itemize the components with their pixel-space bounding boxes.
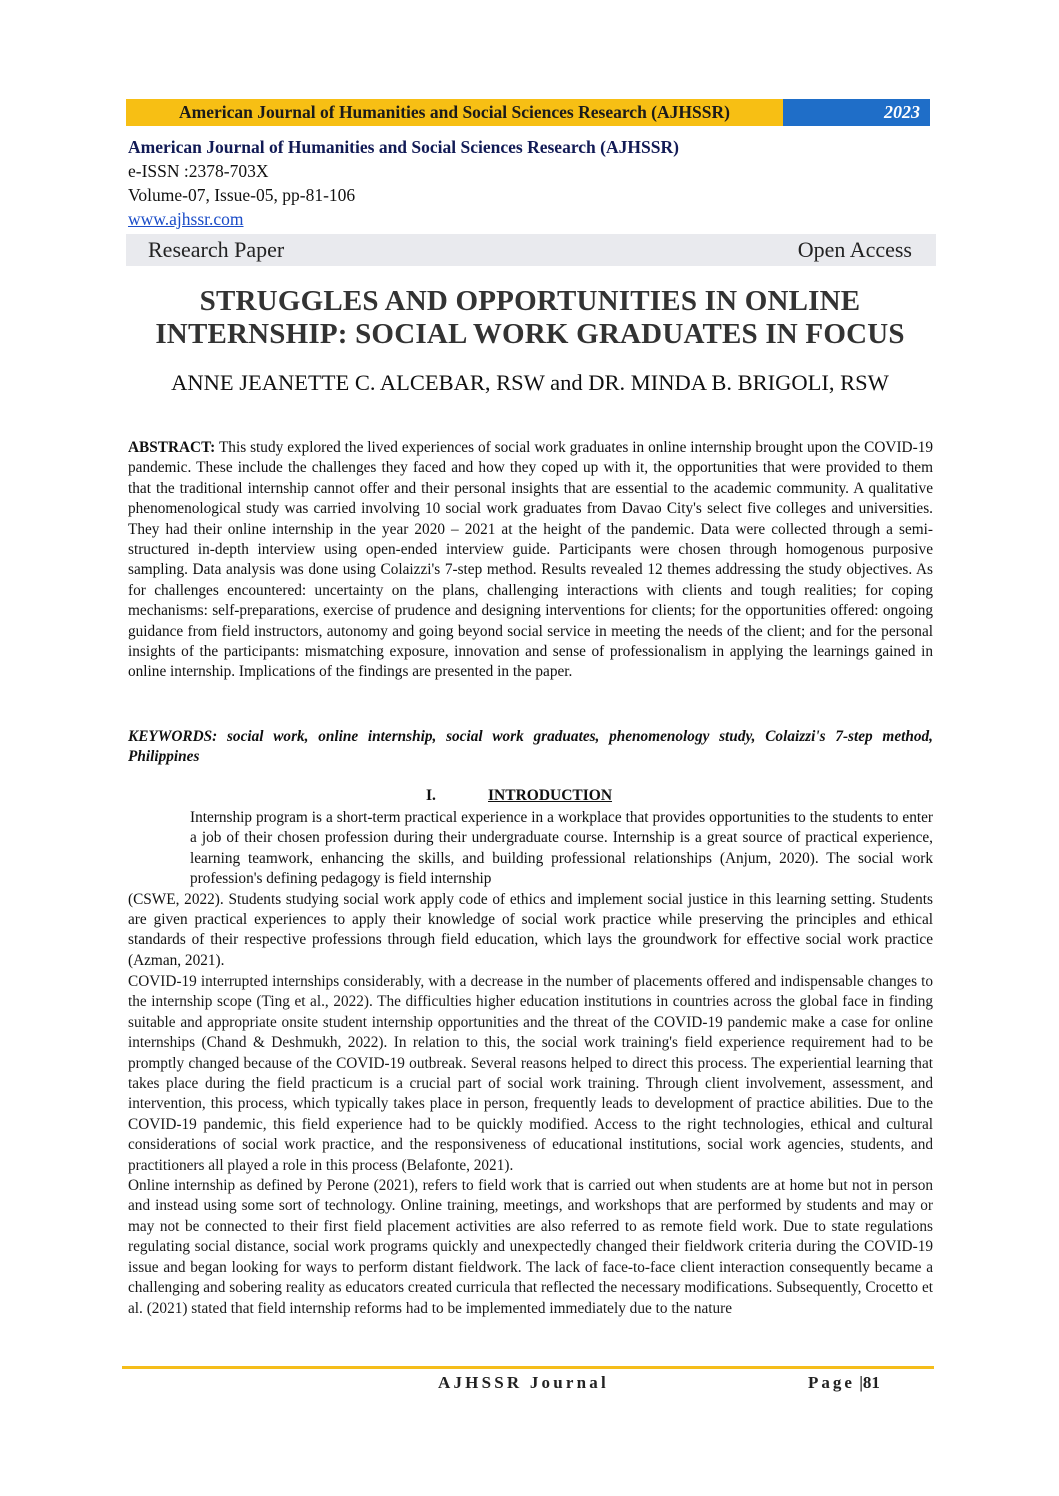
- header-journal-name: American Journal of Humanities and Social Sciences Research (AJHSSR): [126, 99, 783, 126]
- section-title: INTRODUCTION: [488, 787, 613, 804]
- paper-authors: ANNE JEANETTE C. ALCEBAR, RSW and DR. MINDA B. BRIGOLI, RSW: [171, 370, 889, 395]
- footer-page-number: [808, 1373, 880, 1393]
- journal-volume: Volume-07, Issue-05, pp-81-106: [128, 185, 356, 205]
- intro-paragraph-1: [128, 808, 933, 971]
- abstract-label: ABSTRACT:: [128, 439, 216, 456]
- abstract: [128, 438, 933, 683]
- keywords: KEYWORDS: social work, online internship, social work graduates, phenomenology study, Colaizzi's 7-step method, Philippines: [128, 728, 933, 766]
- title-line-1: STRUGGLES AND OPPORTUNITIES IN ONLINE: [199, 285, 861, 317]
- abstract-text: This study explored the lived experiences of social work graduates in online internship brought upon the COVID-19 pandemic. These include the challenges they faced and how they coped up with it, the opportunities that were provided to them that the traditional internship cannot offer and their personal insights that are essential to the academic community. A qualitative phenomenological study was carried involving 10 social work graduates from Davao City's select five colleges and universities. They had their online internship in the year 2020 – 2021 at the height of the pandemic. Data were collected through a semi-structured in-depth interview using open-ended interview guide. Participants were chosen through homogenous purposive sampling. Data analysis was done using Colaizzi's 7-step method. Results revealed 12 themes addressing the study objectives. As for challenges encountered: uncertainty on the plans, challenging interactions with clients and tough realities; for coping mechanisms: self-preparations, exercise of prudence and designing interventions for clients; for the opportunities offered: ongoing guidance from field instructors, autonomy and going beyond social service in meeting the needs of the client; and for the personal insights of the participants: mismatching exposure, innovation and sense of professionalism in applying the learnings gained in online internship. Implications of the findings are presented in the paper.: [128, 439, 933, 681]
- access-type-label: Open Access: [797, 237, 912, 262]
- intro-body: [128, 972, 933, 1319]
- journal-issn: e-ISSN :2378-703X: [128, 161, 269, 181]
- intro-paragraph-2: COVID-19 interrupted internships considerably, with a decrease in the number of placements offered and indispensable changes to the internship scope (Ting et al., 2022). The difficulties higher education institutions in countries across the global face in finding suitable and appropriate onsite student internship opportunities and the threat of the COVID-19 pandemic make a case for online internships (Chand & Deshmukh, 2022). In relation to this, the social work training's field experience requirement had to be promptly changed because of the COVID-19 outbreak. Several reasons helped to direct this process. The experiential learning that takes place during the field practicum is a crucial part of social work training. Through client involvement, assessment, and intervention, this process, which typically takes place in person, frequently leads to development of practice abilities. Due to the COVID-19 pandemic, this field experience had to be quickly modified. Access to the right technologies, ethical and cultural considerations of social work practice, and the responsiveness of educational institutions, social work agencies, students, and practitioners all played a role in this process (Belafonte, 2021).: [128, 973, 933, 1174]
- footer-divider: [122, 1366, 934, 1369]
- intro-paragraph-1a: Internship program is a short-term practical experience in a workplace that provides opportunities to the students to enter a job of their chosen profession during their undergraduate course. Internship is a great source of practical experience, learning teamwork, enhancing the skills, and building professional relationships (Anjum, 2020). The social work profession's defining pedagogy is field internship: [190, 809, 933, 888]
- paper-title: [120, 285, 940, 351]
- title-line-2: INTERNSHIP: SOCIAL WORK GRADUATES IN FOCUS: [155, 318, 905, 350]
- journal-website-link[interactable]: www.ajhssr.com: [128, 209, 244, 229]
- journal-header-bar: [126, 99, 930, 126]
- paper-type-label: Research Paper: [148, 237, 285, 262]
- paper-type-bar: [126, 234, 936, 266]
- intro-paragraph-3: Online internship as defined by Perone (2021), refers to field work that is carried out when students are at home but not in person and instead using some sort of technology. Online training, meetings, and workshops that are performed by students and may or may not be connected to their first field placement activities are also referred to as remote field work. Due to state regulations regulating social distance, social work programs quickly and unexpectedly changed their fieldwork criteria during the COVID-19 issue and began looking for ways to perform distant fieldwork. The lack of face-to-face client interaction consequently became a challenging and sobering reality as educators created curricula that reflected the necessary modifications. Subsequently, Crocetto et al. (2021) stated that field internship reforms had to be implemented immediately due to the nature: [128, 1177, 933, 1317]
- journal-name: American Journal of Humanities and Social Sciences Research (AJHSSR): [128, 137, 679, 157]
- journal-info: [128, 135, 679, 231]
- footer-journal-name: AJHSSR Journal: [438, 1373, 609, 1392]
- footer-page-value: |81: [859, 1373, 880, 1392]
- section-number: I.: [426, 787, 436, 804]
- footer-page-label: Page: [808, 1373, 855, 1392]
- intro-paragraph-1b: (CSWE, 2022). Students studying social work apply code of ethics and implement social justice in this learning setting. Students are given practical experiences to apply their knowledge of social work practice while preserving the principles and ethical standards of their respective professions through field education, which lays the groundwork for effective social work practice (Azman, 2021).: [128, 890, 933, 969]
- header-year: 2023: [783, 99, 930, 126]
